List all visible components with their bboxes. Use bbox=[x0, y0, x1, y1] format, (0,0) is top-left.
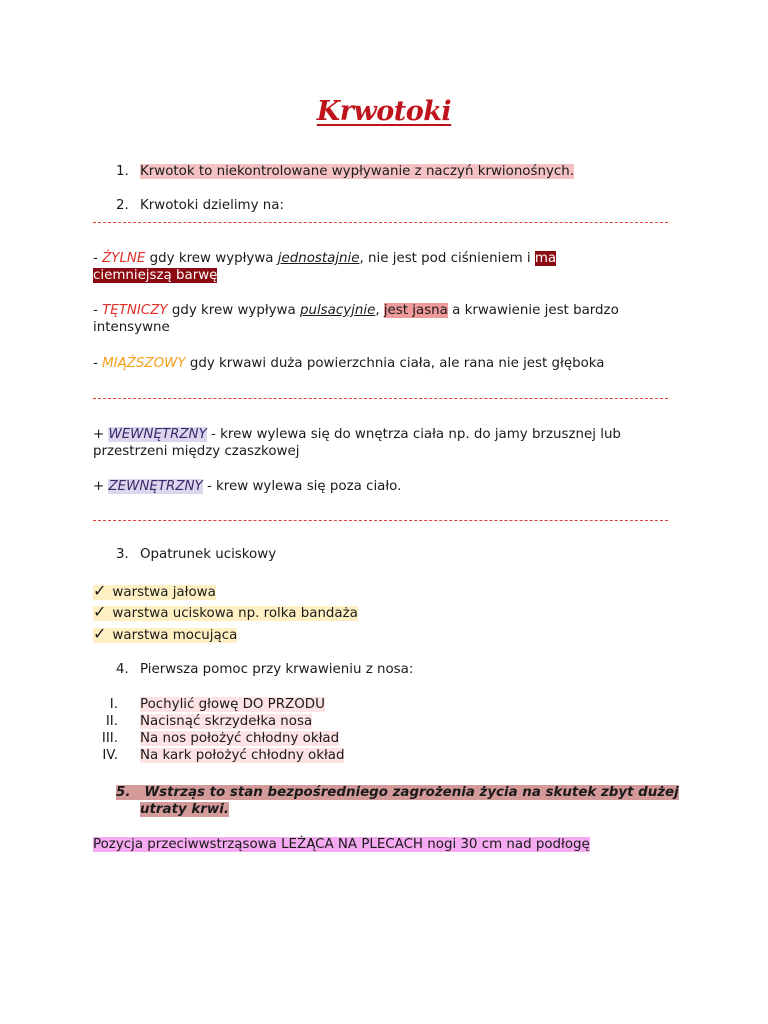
checkmark-icon: ✓ bbox=[93, 581, 107, 600]
tetniczy-label: TĘTNICZY bbox=[102, 303, 168, 318]
item-5-line-1 bbox=[116, 784, 679, 801]
roman-number: II. bbox=[105, 714, 118, 729]
text-span: - krew wylewa się poza ciało. bbox=[202, 479, 402, 494]
check-item-text: warstwa mocująca bbox=[112, 628, 238, 643]
item-3-text: Opatrunek uciskowy bbox=[140, 547, 277, 562]
check-item bbox=[93, 603, 358, 622]
salmon-highlight: jest jasna bbox=[383, 303, 448, 318]
item-4-number: 4. bbox=[116, 662, 129, 677]
divider bbox=[93, 520, 668, 521]
item-3-number: 3. bbox=[116, 547, 129, 562]
wewnetrzny-line-2: przestrzeni między czaszkowej bbox=[93, 444, 300, 459]
tetniczy-line-1 bbox=[93, 302, 619, 319]
text-span: a krwawienie jest bardzo bbox=[447, 303, 619, 318]
pozycja-line bbox=[93, 836, 590, 853]
roman-number: I. bbox=[109, 697, 118, 712]
item-5-number: 5. bbox=[116, 785, 131, 800]
text-span: , bbox=[375, 303, 384, 318]
item-5-text: Wstrząs to stan bezpośredniego zagrożenia życia na skutek zbyt dużej bbox=[144, 785, 679, 800]
pozycja-text: Pozycja przeciwwstrząsowa LEŻĄCA NA PLECACH nogi 30 cm nad podłogę bbox=[93, 837, 590, 852]
check-item-text: warstwa jałowa bbox=[112, 585, 216, 600]
checkmark-icon: ✓ bbox=[93, 624, 107, 643]
roman-item bbox=[140, 730, 339, 747]
roman-item-text: Nacisnąć skrzydełka nosa bbox=[140, 714, 313, 729]
item-5-text: utraty krwi. bbox=[140, 802, 229, 817]
roman-item bbox=[140, 713, 312, 730]
zylne-label: ŻYLNE bbox=[102, 251, 146, 266]
roman-item-text: Na kark położyć chłodny okład bbox=[140, 748, 345, 763]
item-1-highlight: Krwotok to niekontrolowane wypływanie z naczyń krwionośnych. bbox=[140, 164, 574, 179]
check-item-text: warstwa uciskowa np. rolka bandaża bbox=[112, 606, 358, 621]
page-title: Krwotoki bbox=[316, 96, 452, 127]
text-span: , nie jest pod ciśnieniem i bbox=[359, 251, 535, 266]
text-span: gdy krwawi duża powierzchnia ciała, ale rana nie jest głęboka bbox=[185, 356, 605, 371]
text-span: - krew wylewa się do wnętrza ciała np. do jamy brzusznej lub bbox=[206, 427, 621, 442]
item-1-text bbox=[140, 163, 574, 180]
checkmark-icon: ✓ bbox=[93, 602, 107, 621]
wewnetrzny-line-1 bbox=[93, 426, 621, 443]
roman-number: III. bbox=[101, 731, 118, 746]
item-2-text: Krwotoki dzielimy na: bbox=[140, 198, 284, 213]
roman-item-text: Na nos położyć chłodny okład bbox=[140, 731, 340, 746]
item-1-number: 1. bbox=[116, 164, 129, 179]
plus: + bbox=[93, 479, 109, 494]
text-span: gdy krew wypływa bbox=[145, 251, 278, 266]
item-4-text: Pierwsza pomoc przy krwawieniu z nosa: bbox=[140, 662, 414, 677]
wewnetrzny-label: WEWNĘTRZNY bbox=[108, 427, 207, 442]
miazszowy-label: MIĄŻSZOWY bbox=[102, 356, 186, 371]
dark-highlight: ciemniejszą barwę bbox=[93, 268, 218, 283]
text-span: gdy krew wypływa bbox=[167, 303, 300, 318]
plus: + bbox=[93, 427, 109, 442]
underlined-term: jednostajnie bbox=[277, 251, 360, 266]
dash: - bbox=[93, 251, 103, 266]
zylne-line-2 bbox=[93, 267, 217, 284]
roman-item-text: Pochylić głowę DO PRZODU bbox=[140, 697, 325, 712]
dash: - bbox=[93, 356, 103, 371]
zewnetrzny-line bbox=[93, 478, 401, 495]
check-item bbox=[93, 625, 237, 644]
tetniczy-line-2: intensywne bbox=[93, 320, 170, 335]
dark-highlight: ma bbox=[534, 251, 557, 266]
check-item bbox=[93, 582, 216, 601]
roman-item bbox=[140, 696, 325, 713]
item-5-line-2 bbox=[140, 801, 229, 818]
divider bbox=[93, 222, 668, 223]
miazszowy-line bbox=[93, 355, 605, 372]
zylne-line-1 bbox=[93, 250, 556, 267]
item-2-number: 2. bbox=[116, 198, 129, 213]
dash: - bbox=[93, 303, 103, 318]
zewnetrzny-label: ZEWNĘTRZNY bbox=[108, 479, 203, 494]
roman-item bbox=[140, 747, 344, 764]
divider bbox=[93, 398, 668, 399]
roman-number: IV. bbox=[102, 748, 118, 763]
underlined-term: pulsacyjnie bbox=[299, 303, 376, 318]
